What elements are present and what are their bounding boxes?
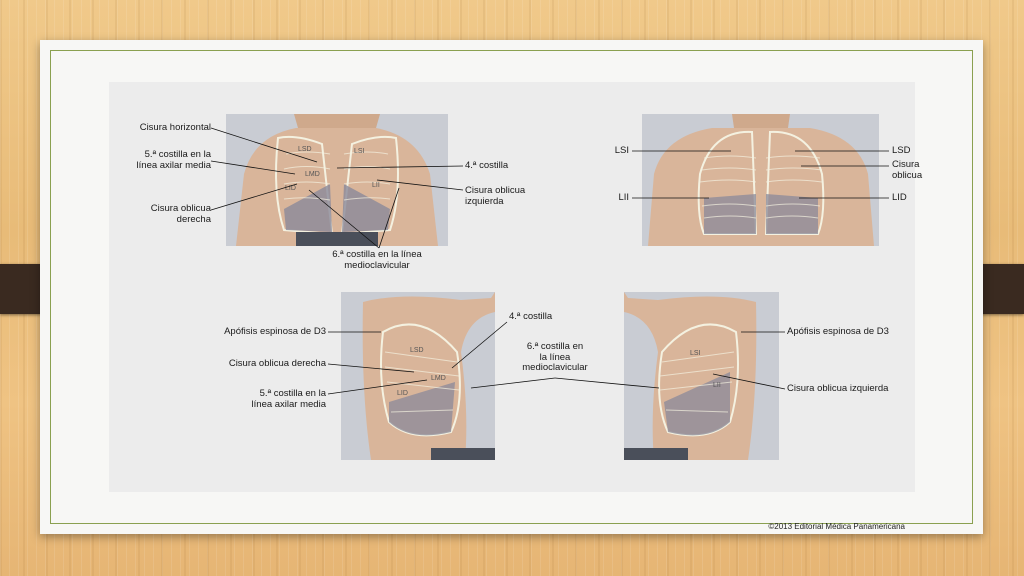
label-back-lid: LID [892, 192, 907, 203]
label-cisura-horizontal: Cisura horizontal [139, 122, 211, 133]
left-lii-label: LII [713, 382, 721, 389]
label-left-cisura-oblicua-izquierda: Cisura oblicua izquierda [787, 383, 889, 394]
label-right-costilla5 [109, 389, 326, 410]
label-left-apofisis: Apófisis espinosa de D3 [787, 326, 889, 337]
label-cisura-oblicua-der-line1: Cisura oblicua [150, 203, 211, 214]
label-back-cisura-line2: oblicua [892, 169, 923, 181]
label-costilla6-lateral-line3: medioclavicular [522, 362, 588, 373]
label-front-costilla4: 4.ª costilla [465, 160, 509, 171]
label-front-costilla6-line1: 6.ª costilla en la línea [332, 249, 422, 260]
label-cisura-oblicua-izq-line1: Cisura oblicua [465, 185, 526, 196]
label-costilla6-lateral [505, 342, 605, 374]
right-lsd-label: LSD [410, 347, 424, 354]
label-costilla6-lateral-line1: 6.ª costilla en [526, 341, 584, 352]
front-lsi-label: LSI [354, 148, 365, 155]
label-right-apofisis: Apófisis espinosa de D3 [224, 326, 326, 337]
right-lmd-label: LMD [431, 375, 446, 382]
label-right-cisura-oblicua-derecha: Cisura oblicua derecha [228, 358, 326, 369]
label-back-lsd: LSD [892, 145, 911, 156]
left-lsi-label: LSI [690, 350, 701, 357]
label-front-costilla6-line2: medioclavicular [344, 259, 410, 271]
label-right-costilla5-line2: línea axilar media [251, 398, 326, 410]
label-back-cisura-oblicua [892, 160, 922, 181]
figure-panel [109, 82, 923, 531]
label-front-costilla5-line1: 5.ª costilla en la [144, 149, 211, 160]
label-front-costilla5-line2: línea axilar media [136, 159, 211, 171]
label-cisura-oblicua-izq-line2: izquierda [465, 195, 504, 207]
front-lsd-label: LSD [298, 146, 312, 153]
label-back-cisura-line1: Cisura [892, 159, 920, 170]
slide [40, 40, 983, 534]
label-cisura-oblicua-der-line2: derecha [176, 213, 211, 225]
label-back-lii: LII [618, 192, 629, 203]
right-lid-label: LID [397, 390, 408, 397]
label-costilla6-lateral-line2: la línea [539, 351, 571, 363]
label-front-costilla6 [277, 250, 477, 271]
leader-lines [109, 82, 915, 492]
label-right-costilla4: 4.ª costilla [509, 311, 553, 322]
label-back-lsi: LSI [614, 145, 629, 156]
label-right-costilla5-line1: 5.ª costilla en la [259, 388, 326, 399]
front-lii-label: LII [372, 182, 380, 189]
label-cisura-oblicua-izquierda-front [465, 186, 525, 207]
copyright-notice: ©2013 Editorial Médica Panamericana [768, 522, 905, 531]
label-front-costilla5 [109, 150, 211, 171]
label-cisura-oblicua-derecha-front [109, 204, 211, 225]
front-lmd-label: LMD [305, 171, 320, 178]
front-lid-label: LID [285, 185, 296, 192]
